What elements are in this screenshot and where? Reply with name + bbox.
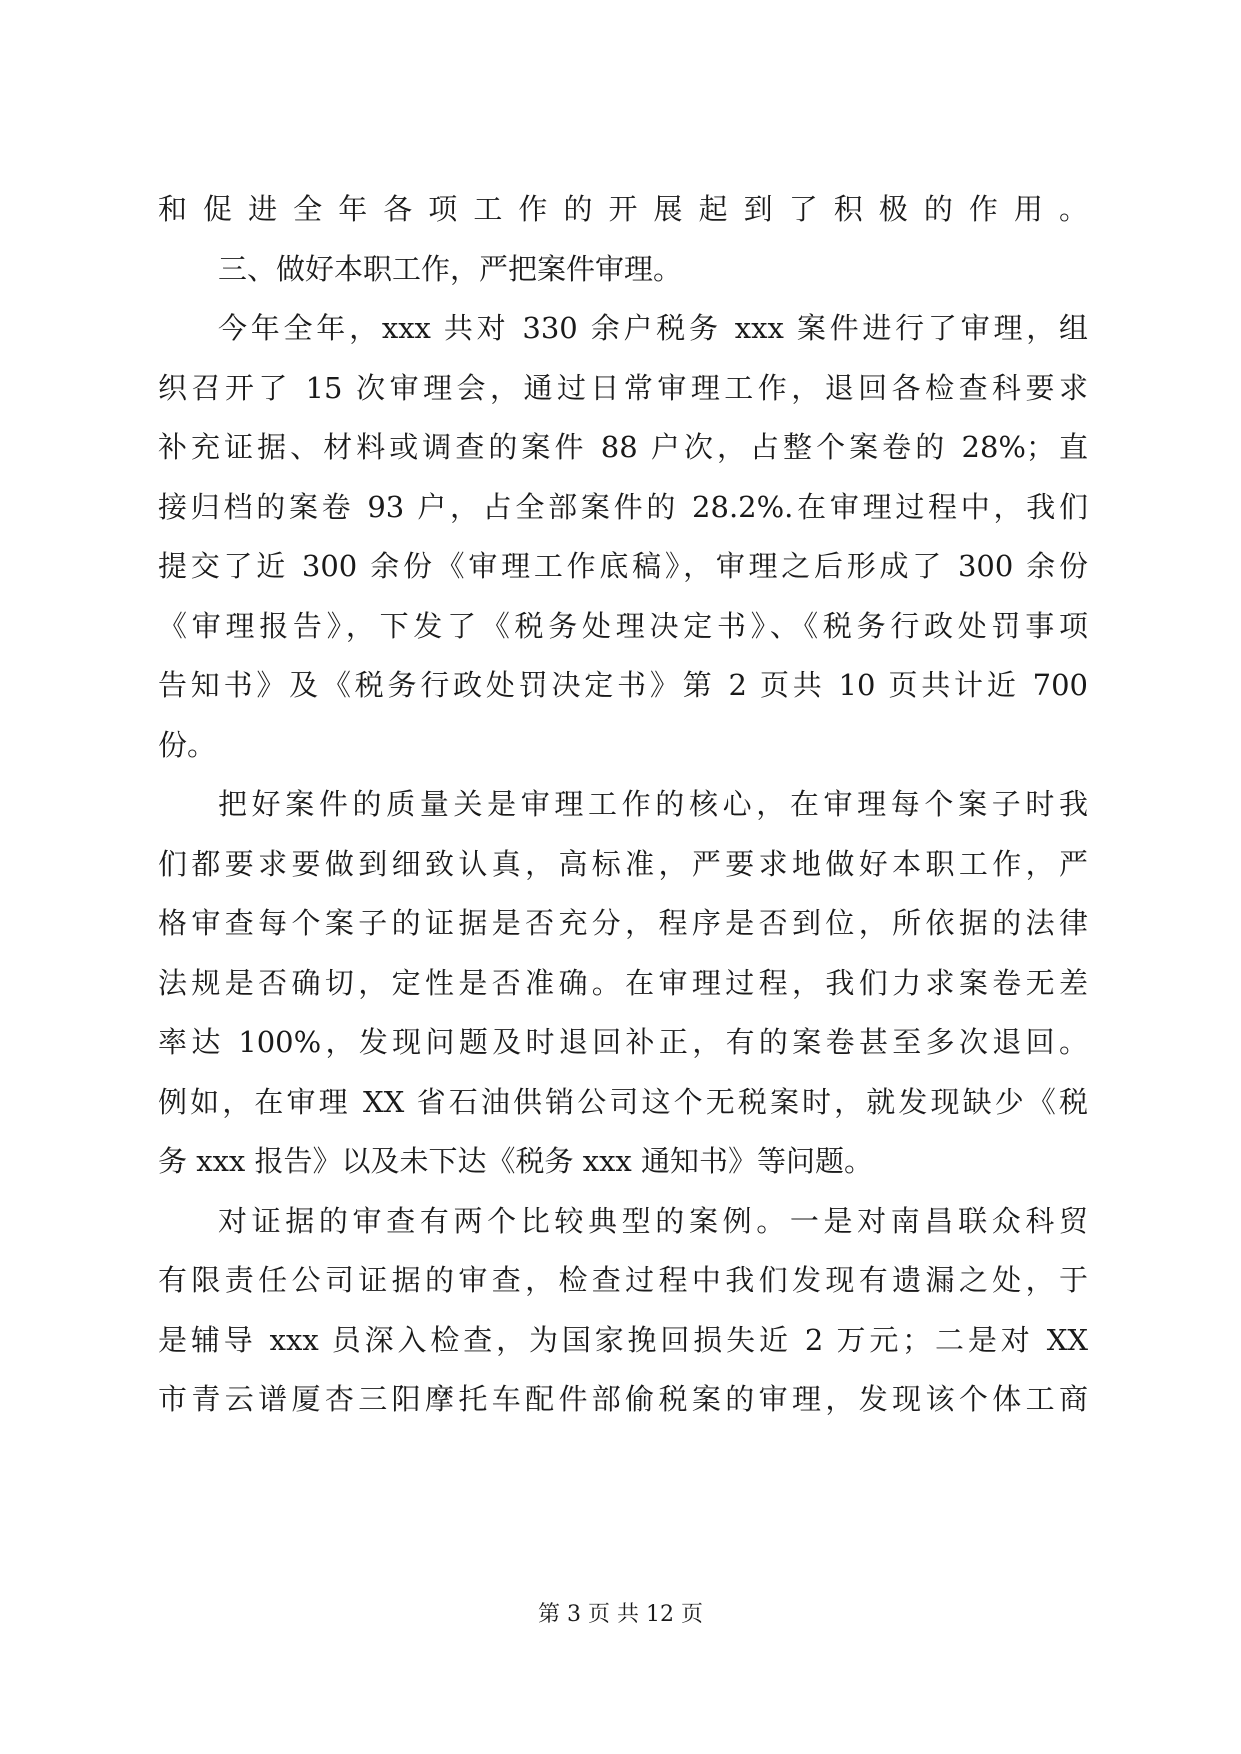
text-line: 告知书》及《税务行政处罚决定书》第 2 页共 10 页共计近 700 <box>158 668 1088 702</box>
text-line: 今年全年，xxx 共对 330 余户税务 xxx 案件进行了审理，组 <box>218 311 1088 345</box>
text-line: 《审理报告》，下发了《税务处理决定书》、《税务行政处罚事项 <box>158 608 1088 643</box>
section-heading: 三、做好本职工作，严把案件审理。 <box>218 251 683 286</box>
text-line: 把好案件的质量关是审理工作的核心，在审理每个案子时我 <box>218 787 1088 821</box>
text-line: 提交了近 300 余份《审理工作底稿》，审理之后形成了 300 余份 <box>158 549 1088 583</box>
text-line: 织召开了 15 次审理会，通过日常审理工作，退回各检查科要求 <box>158 370 1088 405</box>
text-line: 法规是否确切，定性是否准确。在审理过程，我们力求案卷无差 <box>158 965 1088 1000</box>
text-line: 格审查每个案子的证据是否充分，程序是否到位，所依据的法律 <box>158 906 1088 940</box>
text-line: 率达 100%，发现问题及时退回补正，有的案卷甚至多次退回。 <box>158 1025 1088 1059</box>
text-line: 有限责任公司证据的审查，检查过程中我们发现有遗漏之处，于 <box>158 1263 1088 1297</box>
text-line: 和促进全年各项工作的开展起到了积极的作用。 <box>158 192 1088 226</box>
text-line: 例如，在审理 XX 省石油供销公司这个无税案时，就发现缺少《税 <box>158 1084 1088 1119</box>
text-line: 是辅导 xxx 员深入检查，为国家挽回损失近 2 万元；二是对 XX <box>158 1322 1088 1357</box>
page-footer: 第 3 页 共 12 页 <box>538 1602 703 1627</box>
text-line: 补充证据、材料或调查的案件 88 户次，占整个案卷的 28%；直 <box>158 430 1088 464</box>
text-line: 务 xxx 报告》以及未下达《税务 xxx 通知书》等问题。 <box>158 1144 874 1178</box>
text-line: 们都要求要做到细致认真，高标准，严要求地做好本职工作，严 <box>158 846 1088 881</box>
text-line: 对证据的审查有两个比较典型的案例。一是对南昌联众科贸 <box>218 1203 1088 1238</box>
text-line: 接归档的案卷 93 户，占全部案件的 28.2%.在审理过程中，我们 <box>158 489 1088 524</box>
body-text <box>158 180 1088 1430</box>
text-line: 市青云谱厦杏三阳摩托车配件部偷税案的审理，发现该个体工商 <box>158 1382 1088 1416</box>
text-line: 份。 <box>158 727 217 762</box>
